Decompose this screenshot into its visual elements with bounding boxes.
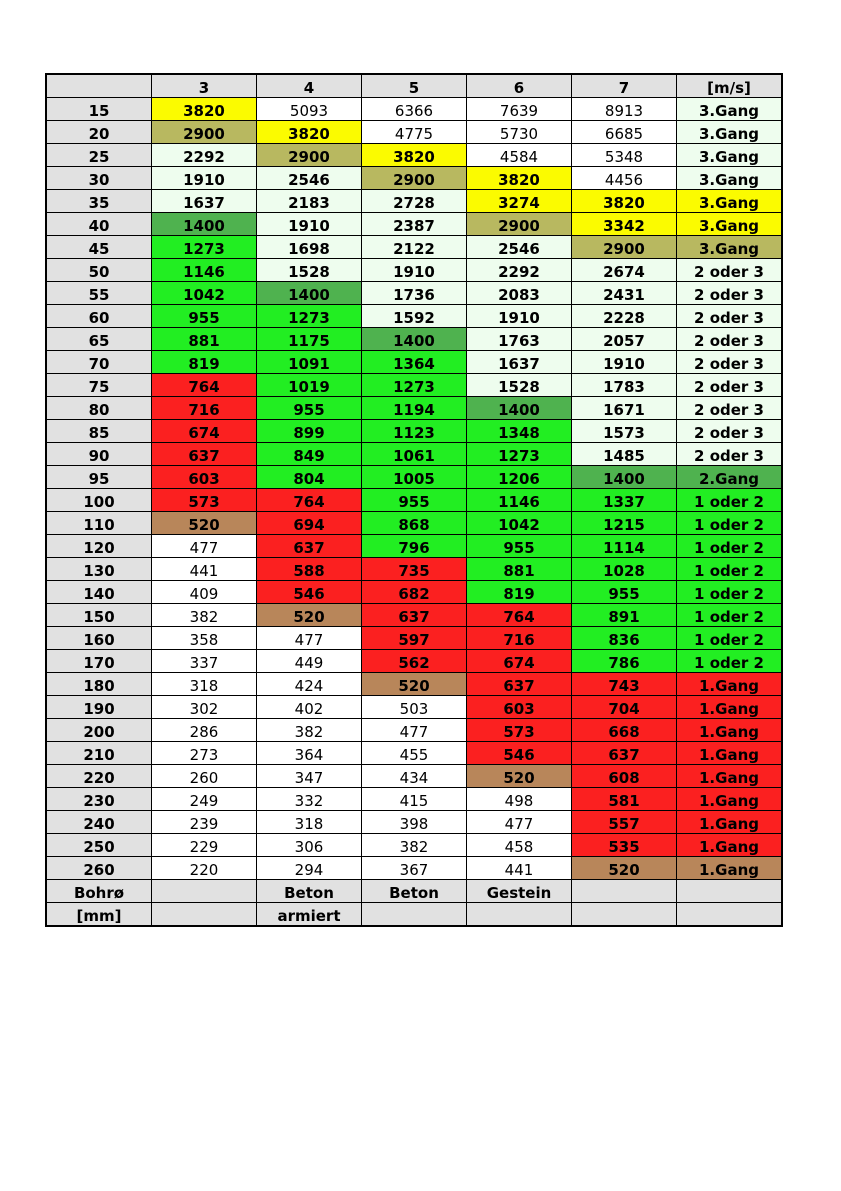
speed-cell: 273	[152, 742, 257, 765]
speed-cell: 2674	[572, 259, 677, 282]
speed-cell: 1146	[152, 259, 257, 282]
speed-cell: 367	[362, 857, 467, 880]
speed-cell: 1215	[572, 512, 677, 535]
gear-cell: 2 oder 3	[677, 259, 783, 282]
table-body	[46, 74, 782, 926]
speed-cell: 2387	[362, 213, 467, 236]
gear-cell: 1 oder 2	[677, 627, 783, 650]
footer-cell	[152, 903, 257, 927]
gear-cell: 1.Gang	[677, 765, 783, 788]
diameter-label: 160	[46, 627, 152, 650]
diameter-label: 50	[46, 259, 152, 282]
diameter-label: 150	[46, 604, 152, 627]
diameter-label: 260	[46, 857, 152, 880]
speed-cell: 535	[572, 834, 677, 857]
diameter-label: 45	[46, 236, 152, 259]
speed-cell: 332	[257, 788, 362, 811]
speed-cell: 3274	[467, 190, 572, 213]
table-row	[46, 305, 782, 328]
speed-cell: 1485	[572, 443, 677, 466]
table-row	[46, 489, 782, 512]
speed-cell: 249	[152, 788, 257, 811]
speed-cell: 5093	[257, 98, 362, 121]
speed-cell: 477	[467, 811, 572, 834]
table-row	[46, 535, 782, 558]
speed-cell: 4775	[362, 121, 467, 144]
speed-cell: 1910	[152, 167, 257, 190]
gear-cell: 3.Gang	[677, 144, 783, 167]
diameter-label: 80	[46, 397, 152, 420]
speed-cell: 2900	[257, 144, 362, 167]
speed-cell: 546	[257, 581, 362, 604]
gear-cell: 1 oder 2	[677, 535, 783, 558]
speed-cell: 1637	[152, 190, 257, 213]
diameter-label: 200	[46, 719, 152, 742]
speed-cell: 302	[152, 696, 257, 719]
speed-cell: 804	[257, 466, 362, 489]
speed-cell: 603	[467, 696, 572, 719]
table-row	[46, 627, 782, 650]
speed-cell: 1273	[152, 236, 257, 259]
header-cell: 5	[362, 74, 467, 98]
speed-cell: 2228	[572, 305, 677, 328]
speed-cell: 520	[572, 857, 677, 880]
diameter-label: 40	[46, 213, 152, 236]
speed-cell: 520	[152, 512, 257, 535]
diameter-label: 20	[46, 121, 152, 144]
header-cell: 3	[152, 74, 257, 98]
diameter-label: 250	[46, 834, 152, 857]
diameter-label: 230	[46, 788, 152, 811]
speed-cell: 1123	[362, 420, 467, 443]
speed-cell: 294	[257, 857, 362, 880]
speed-cell: 2122	[362, 236, 467, 259]
speed-cell: 402	[257, 696, 362, 719]
header-corner	[46, 74, 152, 98]
speed-cell: 735	[362, 558, 467, 581]
speed-cell: 520	[362, 673, 467, 696]
gear-cell: 1.Gang	[677, 719, 783, 742]
speed-cell: 220	[152, 857, 257, 880]
footer-row	[46, 880, 782, 903]
speed-cell: 694	[257, 512, 362, 535]
diameter-label: 55	[46, 282, 152, 305]
table-row	[46, 420, 782, 443]
speed-cell: 704	[572, 696, 677, 719]
speed-cell: 260	[152, 765, 257, 788]
speed-cell: 4456	[572, 167, 677, 190]
diameter-label: 75	[46, 374, 152, 397]
speed-cell: 1042	[467, 512, 572, 535]
speed-cell: 3342	[572, 213, 677, 236]
speed-cell: 449	[257, 650, 362, 673]
speed-cell: 674	[467, 650, 572, 673]
diameter-label: 190	[46, 696, 152, 719]
speed-cell: 868	[362, 512, 467, 535]
table-row	[46, 604, 782, 627]
speed-cell: 477	[362, 719, 467, 742]
speed-cell: 382	[152, 604, 257, 627]
speed-cell: 1736	[362, 282, 467, 305]
gear-cell: 1 oder 2	[677, 581, 783, 604]
speed-cell: 1400	[362, 328, 467, 351]
speed-cell: 415	[362, 788, 467, 811]
footer-row	[46, 903, 782, 927]
speed-cell: 2546	[257, 167, 362, 190]
speed-cell: 1273	[362, 374, 467, 397]
speed-cell: 434	[362, 765, 467, 788]
speed-cell: 1005	[362, 466, 467, 489]
diameter-label: 35	[46, 190, 152, 213]
speed-cell: 382	[257, 719, 362, 742]
speed-cell: 382	[362, 834, 467, 857]
speed-cell: 458	[467, 834, 572, 857]
gear-cell: 2 oder 3	[677, 351, 783, 374]
speed-cell: 1114	[572, 535, 677, 558]
speed-cell: 2900	[362, 167, 467, 190]
speed-cell: 955	[467, 535, 572, 558]
speed-cell: 546	[467, 742, 572, 765]
table-row	[46, 650, 782, 673]
table-row	[46, 673, 782, 696]
diameter-label: 100	[46, 489, 152, 512]
speed-cell: 5348	[572, 144, 677, 167]
speed-cell: 819	[467, 581, 572, 604]
speed-cell: 358	[152, 627, 257, 650]
speed-cell: 2900	[572, 236, 677, 259]
table-row	[46, 581, 782, 604]
footer-cell: Beton	[362, 880, 467, 903]
speed-cell: 347	[257, 765, 362, 788]
speed-cell: 764	[257, 489, 362, 512]
footer-cell	[572, 880, 677, 903]
speed-cell: 364	[257, 742, 362, 765]
speed-cell: 409	[152, 581, 257, 604]
speed-cell: 637	[362, 604, 467, 627]
header-cell: 7	[572, 74, 677, 98]
diameter-label: 180	[46, 673, 152, 696]
gear-cell: 2.Gang	[677, 466, 783, 489]
diameter-label: 120	[46, 535, 152, 558]
gear-cell: 1.Gang	[677, 834, 783, 857]
table-row	[46, 121, 782, 144]
speed-cell: 520	[467, 765, 572, 788]
speed-cell: 398	[362, 811, 467, 834]
speed-cell: 796	[362, 535, 467, 558]
speed-cell: 573	[152, 489, 257, 512]
gear-cell: 2 oder 3	[677, 328, 783, 351]
speed-cell: 2183	[257, 190, 362, 213]
speed-cell: 1273	[257, 305, 362, 328]
speed-cell: 836	[572, 627, 677, 650]
speed-cell: 503	[362, 696, 467, 719]
speed-cell: 597	[362, 627, 467, 650]
speed-cell: 1206	[467, 466, 572, 489]
footer-cell: Gestein	[467, 880, 572, 903]
speed-cell: 881	[152, 328, 257, 351]
speed-cell: 1400	[152, 213, 257, 236]
speed-cell: 1146	[467, 489, 572, 512]
gear-cell: 2 oder 3	[677, 397, 783, 420]
speed-cell: 562	[362, 650, 467, 673]
diameter-label: 170	[46, 650, 152, 673]
speed-cell: 3820	[257, 121, 362, 144]
speed-cell: 881	[467, 558, 572, 581]
gear-cell: 2 oder 3	[677, 443, 783, 466]
footer-cell	[677, 903, 783, 927]
header-cell: 6	[467, 74, 572, 98]
speed-cell: 2728	[362, 190, 467, 213]
speed-cell: 637	[572, 742, 677, 765]
speed-cell: 520	[257, 604, 362, 627]
speed-cell: 1528	[467, 374, 572, 397]
diameter-label: 85	[46, 420, 152, 443]
speed-cell: 716	[467, 627, 572, 650]
speed-cell: 955	[362, 489, 467, 512]
speed-cell: 3820	[572, 190, 677, 213]
table-row	[46, 282, 782, 305]
speed-cell: 1042	[152, 282, 257, 305]
speed-cell: 819	[152, 351, 257, 374]
speed-cell: 955	[572, 581, 677, 604]
diameter-label: 65	[46, 328, 152, 351]
speed-cell: 3820	[152, 98, 257, 121]
footer-cell	[362, 903, 467, 927]
gear-cell: 1 oder 2	[677, 489, 783, 512]
speed-cell: 286	[152, 719, 257, 742]
speed-cell: 6366	[362, 98, 467, 121]
speed-cell: 1910	[257, 213, 362, 236]
gear-cell: 3.Gang	[677, 121, 783, 144]
diameter-label: 15	[46, 98, 152, 121]
diameter-label: 30	[46, 167, 152, 190]
diameter-label: 210	[46, 742, 152, 765]
footer-cell	[572, 903, 677, 927]
speed-cell: 2083	[467, 282, 572, 305]
footer-cell	[152, 880, 257, 903]
gear-cell: 3.Gang	[677, 167, 783, 190]
speed-cell: 637	[467, 673, 572, 696]
diameter-label: 70	[46, 351, 152, 374]
speed-cell: 786	[572, 650, 677, 673]
footer-cell: Beton	[257, 880, 362, 903]
speed-cell: 1019	[257, 374, 362, 397]
speed-cell: 668	[572, 719, 677, 742]
speed-cell: 1783	[572, 374, 677, 397]
speed-cell: 337	[152, 650, 257, 673]
speed-cell: 1400	[257, 282, 362, 305]
speed-cell: 608	[572, 765, 677, 788]
table-row	[46, 190, 782, 213]
speed-cell: 318	[152, 673, 257, 696]
speed-cell: 6685	[572, 121, 677, 144]
speed-cell: 1910	[467, 305, 572, 328]
speed-cell: 2057	[572, 328, 677, 351]
gear-cell: 3.Gang	[677, 98, 783, 121]
speed-cell: 5730	[467, 121, 572, 144]
speed-cell: 2900	[467, 213, 572, 236]
speed-cell: 764	[152, 374, 257, 397]
speed-cell: 581	[572, 788, 677, 811]
speed-cell: 2546	[467, 236, 572, 259]
speed-cell: 1091	[257, 351, 362, 374]
speed-cell: 2292	[467, 259, 572, 282]
speed-cell: 1175	[257, 328, 362, 351]
speed-cell: 1273	[467, 443, 572, 466]
gear-cell: 1 oder 2	[677, 604, 783, 627]
diameter-label: 60	[46, 305, 152, 328]
diameter-label: 110	[46, 512, 152, 535]
table-row	[46, 788, 782, 811]
speed-cell: 239	[152, 811, 257, 834]
speed-cell: 318	[257, 811, 362, 834]
speed-cell: 1400	[572, 466, 677, 489]
speed-cell: 3820	[467, 167, 572, 190]
speed-cell: 849	[257, 443, 362, 466]
speed-cell: 7639	[467, 98, 572, 121]
speed-cell: 477	[152, 535, 257, 558]
speed-cell: 1400	[467, 397, 572, 420]
speed-cell: 955	[257, 397, 362, 420]
table-row	[46, 834, 782, 857]
footer-cell	[467, 903, 572, 927]
header-cell: [m/s]	[677, 74, 783, 98]
speed-cell: 1671	[572, 397, 677, 420]
speed-cell: 4584	[467, 144, 572, 167]
table-row	[46, 765, 782, 788]
speed-cell: 477	[257, 627, 362, 650]
speed-cell: 441	[152, 558, 257, 581]
diameter-label: 130	[46, 558, 152, 581]
speed-cell: 637	[152, 443, 257, 466]
gear-cell: 1 oder 2	[677, 558, 783, 581]
footer-cell: Bohrø	[46, 880, 152, 903]
table-row	[46, 374, 782, 397]
speed-cell: 1061	[362, 443, 467, 466]
gear-cell: 1.Gang	[677, 788, 783, 811]
gear-cell: 2 oder 3	[677, 374, 783, 397]
table-row	[46, 696, 782, 719]
table-row	[46, 857, 782, 880]
speed-cell: 1592	[362, 305, 467, 328]
table-row	[46, 144, 782, 167]
speed-cell: 8913	[572, 98, 677, 121]
speed-cell: 682	[362, 581, 467, 604]
speed-cell: 498	[467, 788, 572, 811]
speed-cell: 637	[257, 535, 362, 558]
speed-cell: 455	[362, 742, 467, 765]
speed-cell: 1910	[362, 259, 467, 282]
speed-cell: 1194	[362, 397, 467, 420]
speed-cell: 1337	[572, 489, 677, 512]
diameter-label: 140	[46, 581, 152, 604]
gear-cell: 1 oder 2	[677, 650, 783, 673]
speed-cell: 588	[257, 558, 362, 581]
speed-cell: 674	[152, 420, 257, 443]
table-row	[46, 719, 782, 742]
diameter-label: 25	[46, 144, 152, 167]
speed-cell: 764	[467, 604, 572, 627]
speed-cell: 1348	[467, 420, 572, 443]
speed-cell: 1698	[257, 236, 362, 259]
speed-cell: 2431	[572, 282, 677, 305]
gear-cell: 3.Gang	[677, 236, 783, 259]
footer-cell	[677, 880, 783, 903]
speed-cell: 1637	[467, 351, 572, 374]
table-row	[46, 259, 782, 282]
speed-cell: 743	[572, 673, 677, 696]
gear-cell: 1.Gang	[677, 811, 783, 834]
speed-cell: 3820	[362, 144, 467, 167]
gear-cell: 3.Gang	[677, 190, 783, 213]
diameter-label: 90	[46, 443, 152, 466]
table-row	[46, 811, 782, 834]
diameter-label: 220	[46, 765, 152, 788]
speed-cell: 955	[152, 305, 257, 328]
gear-cell: 1.Gang	[677, 673, 783, 696]
footer-cell: [mm]	[46, 903, 152, 927]
table-row	[46, 213, 782, 236]
drill-speed-table	[45, 73, 783, 927]
speed-cell: 1364	[362, 351, 467, 374]
footer-cell: armiert	[257, 903, 362, 927]
gear-cell: 1 oder 2	[677, 512, 783, 535]
gear-cell: 2 oder 3	[677, 305, 783, 328]
table-row	[46, 512, 782, 535]
speed-cell: 1910	[572, 351, 677, 374]
speed-cell: 424	[257, 673, 362, 696]
speed-cell: 716	[152, 397, 257, 420]
diameter-label: 240	[46, 811, 152, 834]
table-row	[46, 98, 782, 121]
speed-cell: 899	[257, 420, 362, 443]
diameter-label: 95	[46, 466, 152, 489]
speed-cell: 2292	[152, 144, 257, 167]
table-row	[46, 742, 782, 765]
table-row	[46, 351, 782, 374]
table-row	[46, 328, 782, 351]
speed-cell: 1573	[572, 420, 677, 443]
gear-cell: 1.Gang	[677, 857, 783, 880]
gear-cell: 3.Gang	[677, 213, 783, 236]
speed-cell: 1763	[467, 328, 572, 351]
table-row	[46, 397, 782, 420]
gear-cell: 1.Gang	[677, 696, 783, 719]
table-row	[46, 443, 782, 466]
speed-cell: 573	[467, 719, 572, 742]
table-row	[46, 558, 782, 581]
speed-cell: 1028	[572, 558, 677, 581]
gear-cell: 2 oder 3	[677, 420, 783, 443]
speed-cell: 603	[152, 466, 257, 489]
table-row	[46, 167, 782, 190]
gear-cell: 1.Gang	[677, 742, 783, 765]
table-row	[46, 236, 782, 259]
speed-cell: 229	[152, 834, 257, 857]
speed-cell: 441	[467, 857, 572, 880]
speed-cell: 891	[572, 604, 677, 627]
speed-cell: 2900	[152, 121, 257, 144]
speed-cell: 1528	[257, 259, 362, 282]
header-cell: 4	[257, 74, 362, 98]
table-row	[46, 466, 782, 489]
speed-cell: 557	[572, 811, 677, 834]
header-row	[46, 74, 782, 98]
speed-cell: 306	[257, 834, 362, 857]
gear-cell: 2 oder 3	[677, 282, 783, 305]
